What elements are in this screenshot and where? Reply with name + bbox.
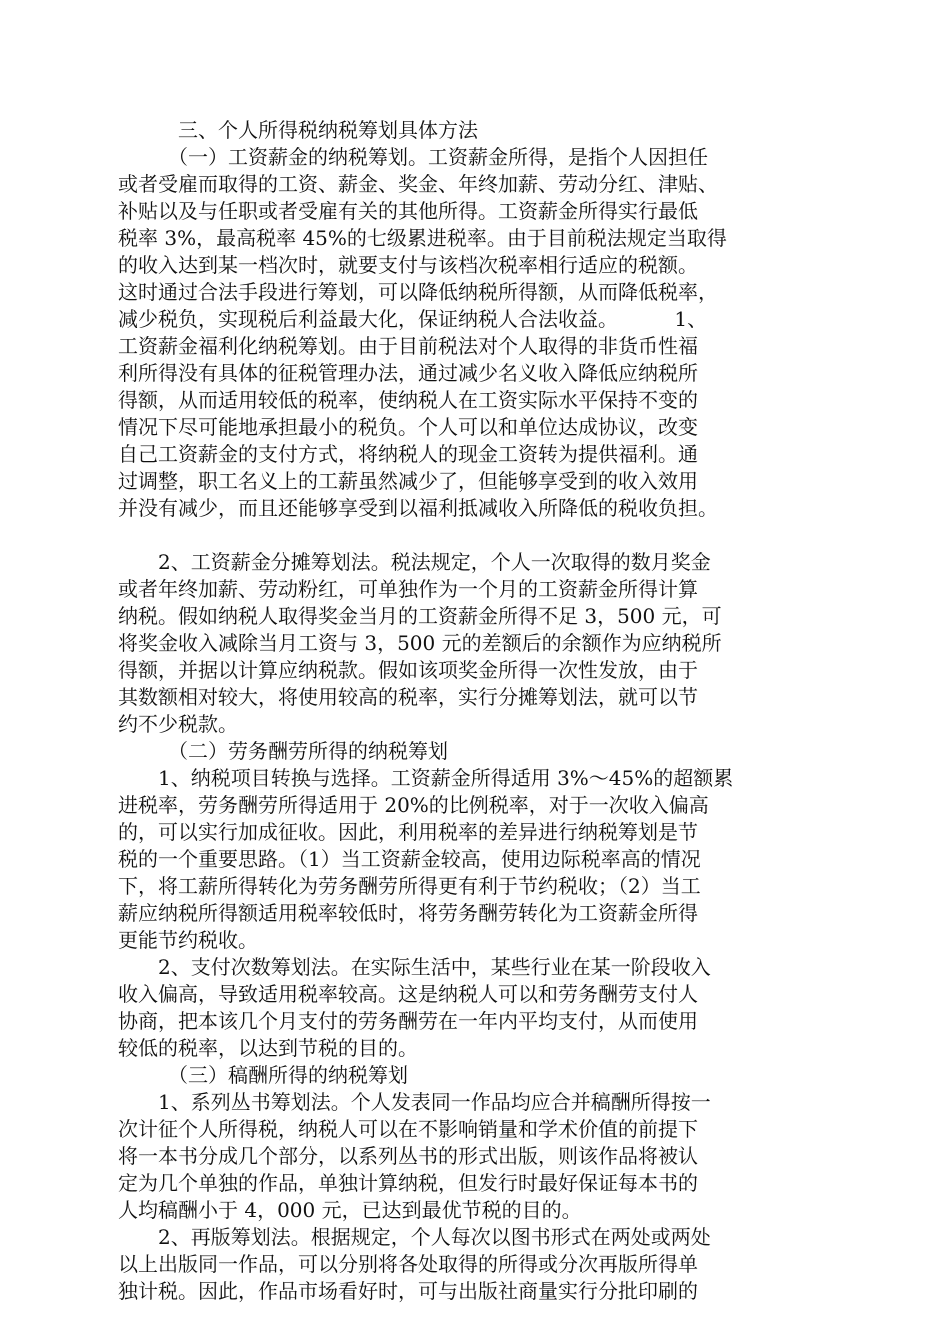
text-line: 定为几个单独的作品，单独计算纳税，但发行时最好保证每本书的 [118,1171,698,1195]
text-line: 将奖金收入减除当月工资与 3，500 元的差额后的余额作为应纳税所 [118,631,722,655]
text-line: 或者受雇而取得的工资、薪金、奖金、年终加薪、劳动分红、津贴、 [118,172,718,196]
text-line: 协商，把本该几个月支付的劳务酬劳在一年内平均支付，从而使用 [118,1009,698,1033]
text-line: 下，将工薪所得转化为劳务酬劳所得更有利于节约税收；（2）当工 [118,874,701,898]
text-line: 2、支付次数筹划法。在实际生活中，某些行业在某一阶段收入 [118,955,711,979]
text-line: 以上出版同一作品，可以分别将各处取得的所得或分次再版所得单 [118,1252,698,1276]
subsection-heading-royalty: （三）稿酬所得的纳税筹划 [118,1063,408,1087]
text-line: 并没有减少，而且还能够享受到以福利抵减收入所降低的税收负担。 [118,496,718,520]
text-line: 较低的税率，以达到节税的目的。 [118,1036,418,1060]
text-line: 情况下尽可能地承担最小的税负。个人可以和单位达成协议，改变 [118,415,698,439]
text-line: 工资薪金福利化纳税筹划。由于目前税法对个人取得的非货币性福 [118,334,698,358]
text-line: 独计税。因此，作品市场看好时，可与出版社商量实行分批印刷的 [118,1279,698,1303]
text-line: 更能节约税收。 [118,928,258,952]
text-line: 得额，并据以计算应纳税款。假如该项奖金所得一次性发放，由于 [118,658,698,682]
text-line: 次计征个人所得税，纳税人可以在不影响销量和学术价值的前提下 [118,1117,698,1141]
text-line: 将一本书分成几个部分，以系列丛书的形式出版，则该作品将被认 [118,1144,698,1168]
text-line: 这时通过合法手段进行筹划，可以降低纳税所得额，从而降低税率， [118,280,718,304]
text-line: 的收入达到某一档次时，就要支付与该档次税率相行适应的税额。 [118,253,698,277]
text-line: 1、系列丛书筹划法。个人发表同一作品均应合并稿酬所得按一 [118,1090,711,1114]
text-line: 收入偏高，导致适用税率较高。这是纳税人可以和劳务酬劳支付人 [118,982,698,1006]
text-line: 或者年终加薪、劳动粉红，可单独作为一个月的工资薪金所得计算 [118,577,698,601]
text-line: 的，可以实行加成征收。因此，利用税率的差异进行纳税筹划是节 [118,820,698,844]
text-line: 人均稿酬小于 4，000 元，已达到最优节税的目的。 [118,1198,582,1222]
blank-line [118,522,818,549]
subsection-heading-labor: （二）劳务酬劳所得的纳税筹划 [118,739,448,763]
text-line: 2、工资薪金分摊筹划法。税法规定，个人一次取得的数月奖金 [118,550,711,574]
text-line: 纳税。假如纳税人取得奖金当月的工资薪金所得不足 3，500 元，可 [118,604,722,628]
text-line: 税的一个重要思路。（1）当工资薪金较高，使用边际税率高的情况 [118,847,701,871]
text-line: 减少税负，实现税后利益最大化，保证纳税人合法收益。 1、 [118,307,708,331]
document-body [118,117,818,1305]
section-heading: 三、个人所得税纳税筹划具体方法 [118,118,478,142]
text-line: 薪应纳税所得额适用税率较低时，将劳务酬劳转化为工资薪金所得 [118,901,698,925]
text-line: 自己工资薪金的支付方式，将纳税人的现金工资转为提供福利。通 [118,442,698,466]
text-line: 2、再版筹划法。根据规定，个人每次以图书形式在两处或两处 [118,1225,711,1249]
text-line: 1、纳税项目转换与选择。工资薪金所得适用 3%～45%的超额累 [118,766,734,790]
text-line: 过调整，职工名义上的工薪虽然减少了，但能够享受到的收入效用 [118,469,698,493]
text-line: 约不少税款。 [118,712,238,736]
text-line: 得额，从而适用较低的税率，使纳税人在工资实际水平保持不变的 [118,388,698,412]
text-line: 补贴以及与任职或者受雇有关的其他所得。工资薪金所得实行最低 [118,199,698,223]
subsection-heading-salary: （一）工资薪金的纳税筹划。工资薪金所得，是指个人因担任 [118,145,708,169]
text-line: 其数额相对较大，将使用较高的税率，实行分摊筹划法，就可以节 [118,685,698,709]
text-line: 利所得没有具体的征税管理办法，通过减少名义收入降低应纳税所 [118,361,698,385]
text-line: 进税率，劳务酬劳所得适用于 20%的比例税率，对于一次收入偏高 [118,793,709,817]
text-line: 税率 3%，最高税率 45%的七级累进税率。由于目前税法规定当取得 [118,226,727,250]
